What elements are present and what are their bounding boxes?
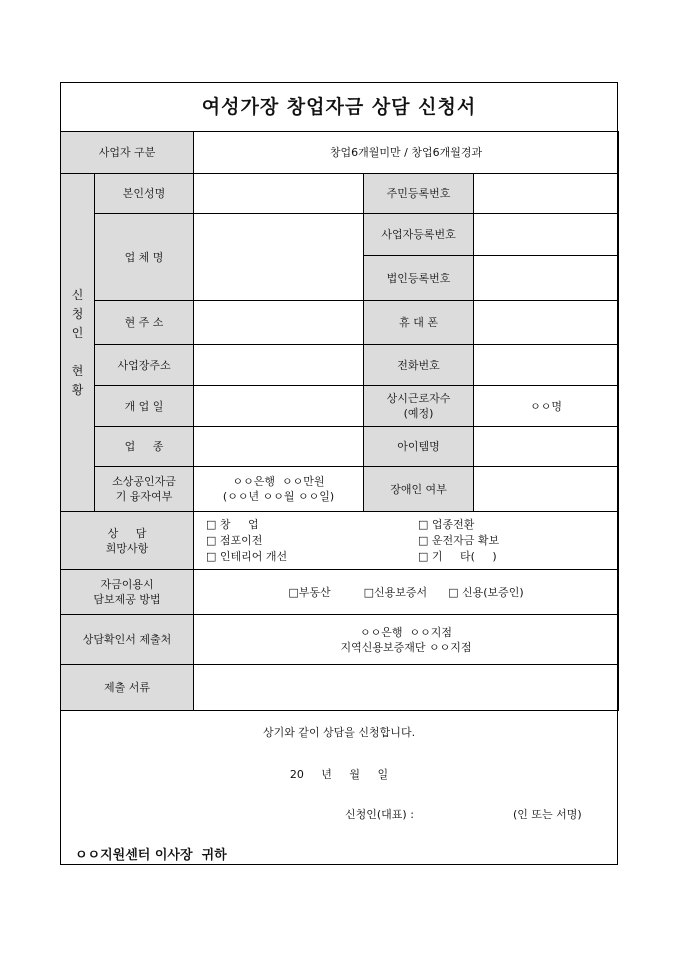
loan-label-line: 소상공인자금 — [112, 475, 176, 488]
corp-reg-no-label: 법인등록번호 — [364, 256, 474, 301]
phone-input[interactable] — [474, 345, 619, 386]
business-address-label: 사업장주소 — [95, 345, 194, 386]
corp-reg-no-input[interactable] — [474, 256, 619, 301]
date-line: 20 년 월 일 — [289, 768, 389, 781]
consult-option[interactable]: □ 기 타( ) — [418, 549, 497, 563]
opening-date-label: 개 업 일 — [95, 386, 194, 427]
phone-label: 전화번호 — [364, 345, 474, 386]
consult-option[interactable]: □ 창 업 — [206, 517, 259, 531]
address-input[interactable] — [194, 301, 364, 345]
application-form — [60, 82, 618, 865]
signature-label: 신청인(대표) : — [345, 808, 414, 821]
documents-input[interactable] — [194, 665, 619, 711]
address-label: 현 주 소 — [95, 301, 194, 345]
submit-to-line: ㅇㅇ은행 ㅇㅇ지점 — [360, 625, 453, 639]
opening-date-input[interactable] — [194, 386, 364, 427]
employees-label — [364, 386, 474, 427]
loan-history-value[interactable] — [194, 467, 364, 512]
submit-to-line: 지역신용보증재단 ㅇㅇ지점 — [340, 640, 472, 654]
applicant-section-label — [61, 174, 95, 512]
consult-label — [61, 512, 194, 570]
applicant-char: 신 — [71, 287, 84, 302]
name-label: 본인성명 — [95, 174, 194, 214]
resident-no-input[interactable] — [474, 174, 619, 214]
company-name-input[interactable] — [194, 214, 364, 301]
employees-value[interactable]: ㅇㅇ명 — [474, 386, 619, 427]
addressee: ㅇㅇ지원센터 이사장 귀하 — [75, 848, 227, 863]
name-input[interactable] — [194, 174, 364, 214]
closing-statement: 상기와 같이 상담을 신청합니다. — [262, 726, 416, 739]
employees-label-line: 상시근로자수 — [386, 392, 451, 405]
mobile-input[interactable] — [474, 301, 619, 345]
form-title: 여성가장 창업자금 상담 신청서 — [201, 96, 477, 118]
industry-label — [95, 427, 194, 467]
business-reg-no-input[interactable] — [474, 214, 619, 256]
resident-no-label: 주민등록번호 — [364, 174, 474, 214]
business-type-value[interactable]: 창업6개월미만 / 창업6개월경과 — [194, 132, 619, 174]
consult-label-line: 상 담 — [107, 526, 147, 540]
industry-input[interactable] — [194, 427, 364, 467]
loan-history-label — [95, 467, 194, 512]
collateral-options — [194, 570, 619, 615]
collateral-option[interactable]: □신용보증서 — [363, 585, 428, 599]
disability-label: 장애인 여부 — [364, 467, 474, 512]
item-name-label: 아이템명 — [364, 427, 474, 467]
item-name-input[interactable] — [474, 427, 619, 467]
applicant-char: 황 — [71, 382, 84, 397]
applicant-char: 인 — [71, 325, 84, 340]
consult-option[interactable]: □ 인테리어 개선 — [206, 549, 288, 563]
loan-label-line: 기 융자여부 — [115, 490, 173, 503]
applicant-char: 청 — [71, 306, 84, 321]
business-type-label: 사업자 구분 — [61, 132, 194, 174]
disability-input[interactable] — [474, 467, 619, 512]
consult-option[interactable]: □ 운전자금 확보 — [418, 533, 500, 547]
documents-label: 제출 서류 — [61, 665, 194, 711]
sign-note: (인 또는 서명) — [513, 808, 582, 821]
form-table — [60, 131, 619, 711]
collateral-label-line: 담보제공 방법 — [93, 593, 161, 606]
business-reg-no-label: 사업자등록번호 — [364, 214, 474, 256]
submit-to-value — [194, 615, 619, 665]
employees-label-line: (예정) — [403, 407, 434, 420]
loan-value-line: ㅇㅇ은행 ㅇㅇ만원 — [232, 475, 325, 488]
collateral-label — [61, 570, 194, 615]
business-address-input[interactable] — [194, 345, 364, 386]
consult-option[interactable]: □ 점포이전 — [206, 533, 263, 547]
company-name-label: 업 체 명 — [95, 214, 194, 301]
submit-to-label: 상담확인서 제출처 — [61, 615, 194, 665]
industry-label-text: 업 종 — [124, 440, 164, 453]
loan-value-line: (ㅇㅇ년 ㅇㅇ월 ㅇㅇ일) — [222, 490, 335, 503]
consult-label-line: 희망사항 — [105, 541, 149, 555]
consult-options — [194, 512, 619, 570]
applicant-char: 현 — [71, 363, 84, 378]
collateral-option[interactable]: □ 신용(보증인) — [448, 585, 524, 599]
closing-section — [61, 718, 617, 864]
consult-option[interactable]: □ 업종전환 — [418, 517, 475, 531]
collateral-option[interactable]: □부동산 — [288, 585, 331, 599]
collateral-label-line: 자금이용시 — [100, 578, 154, 591]
mobile-label: 휴 대 폰 — [364, 301, 474, 345]
